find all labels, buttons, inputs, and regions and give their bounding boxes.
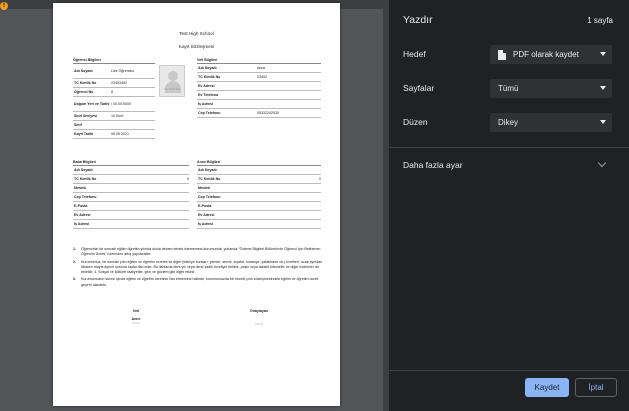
form-title: Kayıt Sözleşmesi — [178, 44, 215, 49]
field-label: Sınıf Seviyesi — [74, 114, 98, 118]
table-row — [197, 166, 321, 175]
settings-divider — [389, 147, 629, 148]
table-row — [73, 175, 189, 184]
table-row — [73, 130, 155, 139]
table-row — [197, 184, 321, 193]
approver-signature-title: Onaylayan — [249, 309, 269, 313]
table-row — [197, 100, 321, 109]
student-table — [73, 56, 155, 139]
note-item — [73, 247, 323, 258]
student-photo — [159, 65, 185, 97]
school-name: Test High School — [179, 31, 214, 36]
field-label: İş Adresi — [198, 222, 214, 226]
note-item — [73, 260, 323, 276]
field-label: Öğrenci No — [74, 90, 94, 94]
field-label: Adı Soyadı — [198, 168, 217, 172]
photo-body — [165, 81, 181, 93]
field-label: E-Posta — [198, 204, 212, 208]
table-row — [73, 121, 155, 130]
table-row — [197, 64, 321, 73]
table-row — [73, 88, 155, 97]
print-settings-panel — [389, 0, 629, 411]
field-value: 0 — [319, 177, 321, 181]
save-button[interactable]: Kaydet — [525, 378, 569, 397]
more-settings-toggle[interactable]: Daha fazla ayar — [403, 160, 463, 170]
field-label: Sınıf — [74, 123, 82, 127]
field-label: Cep Telefonu — [198, 111, 221, 115]
table-row — [197, 211, 321, 220]
field-label: Meslek — [198, 186, 210, 190]
table-row — [73, 166, 189, 175]
field-value: / 00.00.0000 — [111, 102, 131, 106]
field-label: İş Adresi — [198, 102, 214, 106]
chevron-down-icon — [600, 52, 606, 56]
destination-value: PDF olarak kaydet — [513, 50, 579, 59]
guardian-signature-name: Anne — [131, 317, 141, 321]
field-value: 23453452 — [111, 81, 127, 85]
note-item — [73, 277, 323, 288]
table-row — [73, 112, 155, 121]
table-row — [73, 97, 155, 112]
field-value: 0 — [187, 177, 189, 181]
page-count: 1 sayfa — [587, 16, 613, 25]
table-row — [197, 82, 321, 91]
field-value: 05332242530 — [257, 111, 279, 115]
approver-signature — [229, 309, 289, 326]
field-label: TC Kimlik No — [198, 75, 221, 79]
note-text: Öğrencinin bir sonraki eğitim öğretim yılında okula devam etmek istememesi durumunda, yukarıda "Ödeme Bilgileri Bölümünde Öğrenci İçin Belirlenen Öğrenim Ücreti" üzerinden artış yapılacaktır. — [81, 247, 321, 257]
section-header: Öğrenci Bilgileri — [73, 56, 155, 64]
table-row — [197, 73, 321, 82]
table-row — [73, 202, 189, 211]
note-number: 1. — [73, 247, 76, 251]
field-label: TC Kimlik No — [74, 177, 97, 181]
section-header: Baba Bilgileri — [73, 158, 189, 166]
field-label: Meslek — [74, 186, 86, 190]
field-value: 10.Sınıf — [111, 114, 124, 118]
field-label: Cep Telefonu — [198, 195, 221, 199]
guardian-signature-hint: İmza — [132, 321, 140, 325]
mother-table — [197, 158, 321, 229]
note-text: Kurumumuz, bir sonraki yılın eğitim ve öğretim ücretini ve diğer (katılıye kursları, yemek, servis, kıyafet, kırtasiye, yatakhane vb.) ücretleri, ocak ayından itibaren mayıs ayının sonuna kadar ilan eder. Bu ilanlarda ders yılı veya dersi saatli ücretiyle birlikte, peşin veya taksitli ödemeler ve diğer indirimler de belirtilir. 4. Sosyal ve kültürel faaliyetler, gezi ve gözlem gibi diğer etkinli — [81, 259, 323, 275]
field-label: Ev Adresi — [198, 84, 215, 88]
layout-value: Dikey — [498, 118, 519, 127]
table-row — [197, 193, 321, 202]
field-label: TC Kimlik No — [198, 177, 221, 181]
field-value: 8 — [111, 90, 113, 94]
table-row — [197, 202, 321, 211]
layout-select[interactable] — [490, 113, 612, 132]
section-header: Veli Bilgileri — [197, 56, 321, 64]
field-label: İş Adresi — [74, 222, 90, 226]
field-label: TC Kimlik No — [74, 81, 97, 85]
field-label: Adı Soyadı — [198, 66, 217, 70]
contract-notes — [73, 247, 323, 290]
dialog-title: Yazdır — [403, 14, 433, 26]
field-label: E-Posta — [74, 204, 88, 208]
field-value: Anne — [257, 66, 266, 70]
approver-signature-hint: İmza — [255, 322, 263, 326]
field-label: Doğum Yeri ve Tarihi — [74, 102, 110, 106]
chevron-down-icon — [600, 120, 606, 124]
field-label: Ev Adresi — [74, 213, 91, 217]
photo-head — [168, 71, 178, 81]
cancel-button[interactable]: İptal — [575, 378, 617, 397]
layout-label: Düzen — [403, 117, 428, 127]
table-row — [197, 175, 321, 184]
footer-divider — [389, 370, 629, 371]
field-label: Cep Telefonu — [74, 195, 97, 199]
note-number: 3. — [73, 277, 76, 282]
field-value: 06.05.2021 — [111, 132, 129, 136]
field-value: 23452 — [257, 75, 267, 79]
document-icon — [498, 50, 506, 60]
guardian-table — [197, 56, 321, 118]
pages-value: Tümü — [498, 84, 519, 93]
field-label: Ev Adresi — [198, 213, 215, 217]
section-header: Anne Bilgileri — [197, 158, 321, 166]
table-row — [197, 91, 321, 100]
destination-label: Hedef — [403, 49, 426, 59]
warning-icon: ! — [0, 2, 8, 10]
note-text: Kurumumuzun süresi içinde eğitim ve öğretim ücretinin ilan etmemesi halinde, kurumumuzda bir önceki yılın sözleşmesindeki eğitim ve öğretim ücreti geçerli olacaktır. — [81, 277, 319, 287]
table-row — [73, 64, 155, 79]
chevron-down-icon — [600, 86, 606, 90]
table-row — [73, 193, 189, 202]
expand-chevron-icon[interactable] — [598, 159, 606, 167]
field-label: Ev Telefonu — [198, 93, 219, 97]
table-row — [73, 79, 155, 88]
field-label: Kayıt Tarihi — [74, 132, 94, 136]
table-row — [73, 220, 189, 229]
table-row — [73, 211, 189, 220]
pages-select[interactable] — [490, 79, 612, 98]
destination-select[interactable] — [490, 45, 612, 64]
field-value: Lise Öğrencisi — [111, 69, 134, 73]
father-table — [73, 158, 189, 229]
guardian-signature-title: Veli — [132, 309, 140, 313]
table-row — [73, 184, 189, 193]
photo-placeholder-text: NO PICTURE — [164, 88, 180, 91]
field-label: Adı Soyadı — [74, 69, 93, 73]
table-row — [197, 220, 321, 229]
guardian-signature — [106, 309, 166, 325]
pages-label: Sayfalar — [403, 83, 435, 93]
preview-page — [53, 3, 340, 406]
table-row — [197, 109, 321, 118]
field-label: Adı Soyadı — [74, 168, 93, 172]
note-number: 2. — [73, 259, 76, 264]
